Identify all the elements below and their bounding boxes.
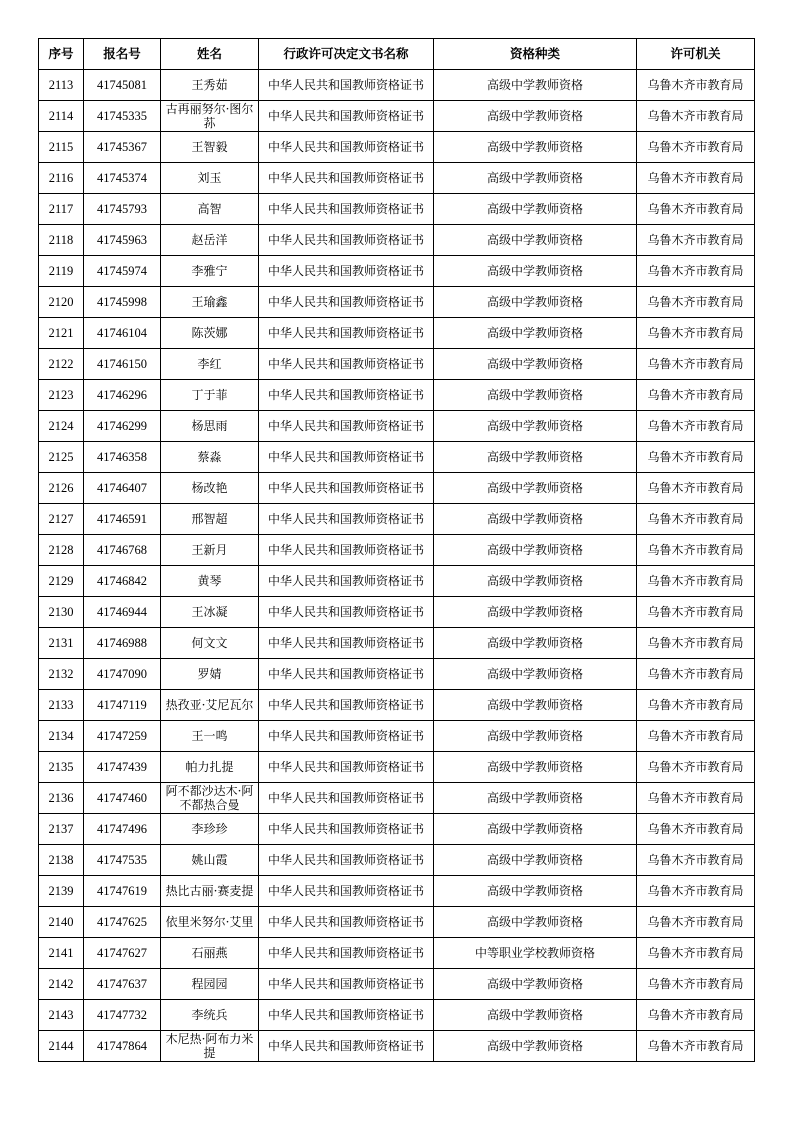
cell-registration-number: 41746150: [84, 349, 161, 380]
cell-index: 2122: [39, 349, 84, 380]
cell-document-name: 中华人民共和国教师资格证书: [259, 163, 434, 194]
table-body: [39, 70, 755, 1062]
cell-registration-number: 41747619: [84, 876, 161, 907]
cell-index: 2140: [39, 907, 84, 938]
header-registration-number: 报名号: [84, 39, 161, 70]
cell-index: 2113: [39, 70, 84, 101]
cell-index: 2117: [39, 194, 84, 225]
cell-document-name: 中华人民共和国教师资格证书: [259, 783, 434, 814]
cell-index: 2125: [39, 442, 84, 473]
cell-qualification-type: 高级中学教师资格: [434, 504, 637, 535]
cell-licensing-authority: 乌鲁木齐市教育局: [637, 566, 755, 597]
cell-licensing-authority: 乌鲁木齐市教育局: [637, 783, 755, 814]
table-row: [39, 70, 755, 101]
cell-index: 2138: [39, 845, 84, 876]
cell-registration-number: 41747535: [84, 845, 161, 876]
cell-qualification-type: 高级中学教师资格: [434, 721, 637, 752]
cell-document-name: 中华人民共和国教师资格证书: [259, 628, 434, 659]
cell-registration-number: 41745081: [84, 70, 161, 101]
cell-licensing-authority: 乌鲁木齐市教育局: [637, 1031, 755, 1062]
table-row: [39, 442, 755, 473]
cell-qualification-type: 高级中学教师资格: [434, 101, 637, 132]
cell-name: 邢智超: [161, 504, 259, 535]
cell-qualification-type: 高级中学教师资格: [434, 349, 637, 380]
cell-licensing-authority: 乌鲁木齐市教育局: [637, 659, 755, 690]
cell-document-name: 中华人民共和国教师资格证书: [259, 876, 434, 907]
cell-registration-number: 41746768: [84, 535, 161, 566]
cell-licensing-authority: 乌鲁木齐市教育局: [637, 721, 755, 752]
cell-document-name: 中华人民共和国教师资格证书: [259, 101, 434, 132]
cell-qualification-type: 高级中学教师资格: [434, 256, 637, 287]
cell-index: 2127: [39, 504, 84, 535]
cell-qualification-type: 高级中学教师资格: [434, 411, 637, 442]
cell-qualification-type: 高级中学教师资格: [434, 907, 637, 938]
cell-registration-number: 41747625: [84, 907, 161, 938]
cell-licensing-authority: 乌鲁木齐市教育局: [637, 752, 755, 783]
cell-qualification-type: 高级中学教师资格: [434, 1000, 637, 1031]
table-row: [39, 194, 755, 225]
cell-registration-number: 41746988: [84, 628, 161, 659]
cell-licensing-authority: 乌鲁木齐市教育局: [637, 101, 755, 132]
cell-licensing-authority: 乌鲁木齐市教育局: [637, 845, 755, 876]
cell-name: 热比古丽·赛麦提: [161, 876, 259, 907]
cell-registration-number: 41746407: [84, 473, 161, 504]
cell-qualification-type: 高级中学教师资格: [434, 194, 637, 225]
table-row: [39, 690, 755, 721]
cell-licensing-authority: 乌鲁木齐市教育局: [637, 287, 755, 318]
cell-document-name: 中华人民共和国教师资格证书: [259, 969, 434, 1000]
table-row: [39, 535, 755, 566]
cell-licensing-authority: 乌鲁木齐市教育局: [637, 442, 755, 473]
cell-name: 李统兵: [161, 1000, 259, 1031]
cell-qualification-type: 高级中学教师资格: [434, 442, 637, 473]
cell-licensing-authority: 乌鲁木齐市教育局: [637, 876, 755, 907]
table-row: [39, 938, 755, 969]
cell-qualification-type: 高级中学教师资格: [434, 163, 637, 194]
table-row: [39, 969, 755, 1000]
cell-document-name: 中华人民共和国教师资格证书: [259, 225, 434, 256]
cell-document-name: 中华人民共和国教师资格证书: [259, 845, 434, 876]
cell-qualification-type: 高级中学教师资格: [434, 690, 637, 721]
header-index: 序号: [39, 39, 84, 70]
cell-index: 2142: [39, 969, 84, 1000]
cell-licensing-authority: 乌鲁木齐市教育局: [637, 225, 755, 256]
cell-index: 2119: [39, 256, 84, 287]
cell-qualification-type: 高级中学教师资格: [434, 876, 637, 907]
cell-qualification-type: 高级中学教师资格: [434, 1031, 637, 1062]
cell-index: 2135: [39, 752, 84, 783]
cell-name: 高智: [161, 194, 259, 225]
cell-document-name: 中华人民共和国教师资格证书: [259, 938, 434, 969]
table-row: [39, 876, 755, 907]
table-row: [39, 287, 755, 318]
table-row: [39, 845, 755, 876]
cell-registration-number: 41747732: [84, 1000, 161, 1031]
table-row: [39, 411, 755, 442]
table-row: [39, 814, 755, 845]
cell-index: 2126: [39, 473, 84, 504]
cell-licensing-authority: 乌鲁木齐市教育局: [637, 535, 755, 566]
cell-index: 2118: [39, 225, 84, 256]
cell-registration-number: 41745793: [84, 194, 161, 225]
cell-document-name: 中华人民共和国教师资格证书: [259, 1031, 434, 1062]
cell-document-name: 中华人民共和国教师资格证书: [259, 752, 434, 783]
cell-name: 古再丽努尔·图尔荪: [161, 101, 259, 132]
cell-index: 2114: [39, 101, 84, 132]
cell-registration-number: 41747259: [84, 721, 161, 752]
cell-index: 2139: [39, 876, 84, 907]
cell-name: 王一鸣: [161, 721, 259, 752]
cell-document-name: 中华人民共和国教师资格证书: [259, 318, 434, 349]
cell-index: 2120: [39, 287, 84, 318]
table-row: [39, 349, 755, 380]
cell-registration-number: 41747637: [84, 969, 161, 1000]
table-header-row: [39, 39, 755, 70]
cell-name: 黄琴: [161, 566, 259, 597]
cell-document-name: 中华人民共和国教师资格证书: [259, 132, 434, 163]
cell-licensing-authority: 乌鲁木齐市教育局: [637, 411, 755, 442]
cell-qualification-type: 高级中学教师资格: [434, 659, 637, 690]
cell-qualification-type: 高级中学教师资格: [434, 752, 637, 783]
cell-index: 2116: [39, 163, 84, 194]
cell-qualification-type: 高级中学教师资格: [434, 783, 637, 814]
cell-licensing-authority: 乌鲁木齐市教育局: [637, 938, 755, 969]
cell-document-name: 中华人民共和国教师资格证书: [259, 907, 434, 938]
cell-registration-number: 41747119: [84, 690, 161, 721]
cell-qualification-type: 高级中学教师资格: [434, 132, 637, 163]
cell-qualification-type: 高级中学教师资格: [434, 287, 637, 318]
cell-name: 李雅宁: [161, 256, 259, 287]
cell-document-name: 中华人民共和国教师资格证书: [259, 287, 434, 318]
cell-document-name: 中华人民共和国教师资格证书: [259, 721, 434, 752]
cell-name: 程园园: [161, 969, 259, 1000]
cell-name: 蔡淼: [161, 442, 259, 473]
cell-index: 2129: [39, 566, 84, 597]
header-document-name: 行政许可决定文书名称: [259, 39, 434, 70]
cell-qualification-type: 高级中学教师资格: [434, 535, 637, 566]
cell-document-name: 中华人民共和国教师资格证书: [259, 535, 434, 566]
cell-name: 姚山霞: [161, 845, 259, 876]
cell-name: 帕力扎提: [161, 752, 259, 783]
cell-registration-number: 41747439: [84, 752, 161, 783]
table-row: [39, 597, 755, 628]
cell-licensing-authority: 乌鲁木齐市教育局: [637, 907, 755, 938]
cell-index: 2143: [39, 1000, 84, 1031]
cell-index: 2141: [39, 938, 84, 969]
cell-index: 2137: [39, 814, 84, 845]
cell-index: 2134: [39, 721, 84, 752]
cell-name: 依里米努尔·艾里: [161, 907, 259, 938]
cell-qualification-type: 高级中学教师资格: [434, 473, 637, 504]
cell-registration-number: 41745367: [84, 132, 161, 163]
cell-licensing-authority: 乌鲁木齐市教育局: [637, 1000, 755, 1031]
cell-document-name: 中华人民共和国教师资格证书: [259, 690, 434, 721]
cell-registration-number: 41747496: [84, 814, 161, 845]
cell-name: 陈茨娜: [161, 318, 259, 349]
cell-registration-number: 41745963: [84, 225, 161, 256]
cell-qualification-type: 中等职业学校教师资格: [434, 938, 637, 969]
cell-qualification-type: 高级中学教师资格: [434, 845, 637, 876]
cell-index: 2123: [39, 380, 84, 411]
cell-document-name: 中华人民共和国教师资格证书: [259, 194, 434, 225]
table-row: [39, 380, 755, 411]
cell-licensing-authority: 乌鲁木齐市教育局: [637, 690, 755, 721]
cell-registration-number: 41746296: [84, 380, 161, 411]
cell-qualification-type: 高级中学教师资格: [434, 597, 637, 628]
header-name: 姓名: [161, 39, 259, 70]
cell-qualification-type: 高级中学教师资格: [434, 70, 637, 101]
cell-document-name: 中华人民共和国教师资格证书: [259, 411, 434, 442]
cell-name: 赵岳洋: [161, 225, 259, 256]
cell-name: 热孜亚·艾尼瓦尔: [161, 690, 259, 721]
cell-name: 杨改艳: [161, 473, 259, 504]
license-table: [38, 38, 755, 1062]
cell-name: 石丽燕: [161, 938, 259, 969]
cell-name: 木尼热·阿布力米提: [161, 1031, 259, 1062]
cell-registration-number: 41746842: [84, 566, 161, 597]
cell-registration-number: 41745998: [84, 287, 161, 318]
cell-document-name: 中华人民共和国教师资格证书: [259, 380, 434, 411]
cell-licensing-authority: 乌鲁木齐市教育局: [637, 70, 755, 101]
cell-qualification-type: 高级中学教师资格: [434, 814, 637, 845]
cell-licensing-authority: 乌鲁木齐市教育局: [637, 814, 755, 845]
cell-registration-number: 41746104: [84, 318, 161, 349]
cell-name: 刘玉: [161, 163, 259, 194]
cell-index: 2133: [39, 690, 84, 721]
cell-registration-number: 41745335: [84, 101, 161, 132]
cell-name: 王瑜鑫: [161, 287, 259, 318]
cell-index: 2121: [39, 318, 84, 349]
cell-registration-number: 41745374: [84, 163, 161, 194]
table-row: [39, 473, 755, 504]
cell-qualification-type: 高级中学教师资格: [434, 969, 637, 1000]
cell-name: 罗婧: [161, 659, 259, 690]
cell-qualification-type: 高级中学教师资格: [434, 380, 637, 411]
cell-registration-number: 41746358: [84, 442, 161, 473]
cell-qualification-type: 高级中学教师资格: [434, 566, 637, 597]
table-row: [39, 318, 755, 349]
cell-index: 2130: [39, 597, 84, 628]
cell-qualification-type: 高级中学教师资格: [434, 318, 637, 349]
cell-registration-number: 41745974: [84, 256, 161, 287]
table-row: [39, 1000, 755, 1031]
table-row: [39, 504, 755, 535]
cell-name: 王智毅: [161, 132, 259, 163]
cell-registration-number: 41747864: [84, 1031, 161, 1062]
cell-licensing-authority: 乌鲁木齐市教育局: [637, 504, 755, 535]
cell-licensing-authority: 乌鲁木齐市教育局: [637, 969, 755, 1000]
cell-document-name: 中华人民共和国教师资格证书: [259, 473, 434, 504]
cell-name: 何文文: [161, 628, 259, 659]
cell-registration-number: 41746299: [84, 411, 161, 442]
cell-index: 2131: [39, 628, 84, 659]
cell-index: 2136: [39, 783, 84, 814]
table-row: [39, 659, 755, 690]
cell-licensing-authority: 乌鲁木齐市教育局: [637, 318, 755, 349]
table-row: [39, 101, 755, 132]
table-row: [39, 225, 755, 256]
table-row: [39, 783, 755, 814]
cell-name: 阿不都沙达木·阿不都热合曼: [161, 783, 259, 814]
header-qualification-type: 资格种类: [434, 39, 637, 70]
cell-name: 李珍珍: [161, 814, 259, 845]
cell-name: 杨思雨: [161, 411, 259, 442]
cell-licensing-authority: 乌鲁木齐市教育局: [637, 628, 755, 659]
cell-qualification-type: 高级中学教师资格: [434, 225, 637, 256]
table-row: [39, 628, 755, 659]
cell-licensing-authority: 乌鲁木齐市教育局: [637, 349, 755, 380]
document-page: [38, 38, 755, 1062]
table-row: [39, 1031, 755, 1062]
table-row: [39, 752, 755, 783]
cell-licensing-authority: 乌鲁木齐市教育局: [637, 380, 755, 411]
cell-document-name: 中华人民共和国教师资格证书: [259, 504, 434, 535]
cell-registration-number: 41747627: [84, 938, 161, 969]
cell-document-name: 中华人民共和国教师资格证书: [259, 349, 434, 380]
cell-name: 王冰凝: [161, 597, 259, 628]
cell-licensing-authority: 乌鲁木齐市教育局: [637, 597, 755, 628]
cell-document-name: 中华人民共和国教师资格证书: [259, 70, 434, 101]
cell-document-name: 中华人民共和国教师资格证书: [259, 597, 434, 628]
table-row: [39, 566, 755, 597]
cell-licensing-authority: 乌鲁木齐市教育局: [637, 473, 755, 504]
cell-document-name: 中华人民共和国教师资格证书: [259, 256, 434, 287]
cell-licensing-authority: 乌鲁木齐市教育局: [637, 163, 755, 194]
cell-registration-number: 41746591: [84, 504, 161, 535]
cell-registration-number: 41747090: [84, 659, 161, 690]
table-row: [39, 721, 755, 752]
header-licensing-authority: 许可机关: [637, 39, 755, 70]
cell-document-name: 中华人民共和国教师资格证书: [259, 1000, 434, 1031]
cell-registration-number: 41746944: [84, 597, 161, 628]
cell-qualification-type: 高级中学教师资格: [434, 628, 637, 659]
cell-licensing-authority: 乌鲁木齐市教育局: [637, 194, 755, 225]
table-row: [39, 907, 755, 938]
cell-licensing-authority: 乌鲁木齐市教育局: [637, 256, 755, 287]
table-row: [39, 163, 755, 194]
cell-name: 王新月: [161, 535, 259, 566]
cell-index: 2132: [39, 659, 84, 690]
table-row: [39, 132, 755, 163]
cell-name: 李红: [161, 349, 259, 380]
cell-document-name: 中华人民共和国教师资格证书: [259, 659, 434, 690]
cell-index: 2128: [39, 535, 84, 566]
cell-document-name: 中华人民共和国教师资格证书: [259, 442, 434, 473]
cell-index: 2124: [39, 411, 84, 442]
cell-document-name: 中华人民共和国教师资格证书: [259, 814, 434, 845]
cell-registration-number: 41747460: [84, 783, 161, 814]
table-row: [39, 256, 755, 287]
cell-index: 2115: [39, 132, 84, 163]
cell-name: 王秀茹: [161, 70, 259, 101]
cell-document-name: 中华人民共和国教师资格证书: [259, 566, 434, 597]
cell-licensing-authority: 乌鲁木齐市教育局: [637, 132, 755, 163]
cell-name: 丁于菲: [161, 380, 259, 411]
cell-index: 2144: [39, 1031, 84, 1062]
